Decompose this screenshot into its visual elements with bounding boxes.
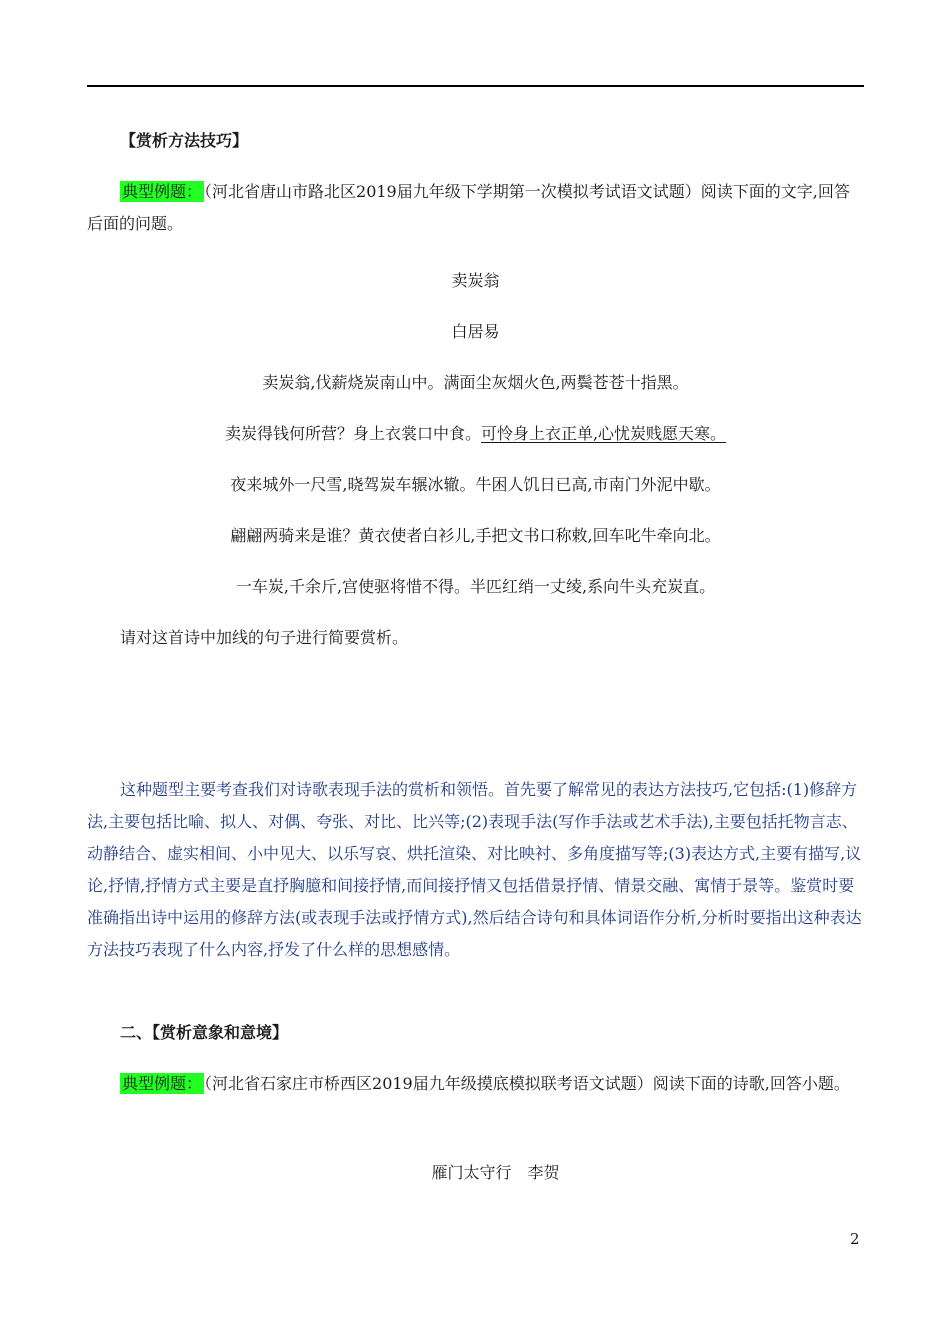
poem1-line2 — [87, 421, 864, 444]
poem1-title: 卖炭翁 — [451, 271, 500, 290]
example2-paragraph — [87, 1068, 864, 1100]
section2-heading: 二、【赏析意象和意境】 — [120, 1023, 289, 1042]
poem1-line2-underlined: 可怜身上衣正单,心忧炭贱愿天寒。 — [480, 424, 727, 443]
example2-text: （河北省石家庄市桥西区2019届九年级摸底模拟联考语文试题）阅读下面的诗歌,回答小题。 — [204, 1074, 850, 1093]
question1: 请对这首诗中加线的句子进行简要赏析。 — [120, 628, 409, 647]
section1-heading: 【赏析方法技巧】 — [120, 131, 249, 150]
poem1-author: 白居易 — [451, 322, 500, 341]
poem1-line2-plain: 卖炭得钱何所营？身上衣裳口中食。 — [224, 424, 481, 443]
poem1-line1: 卖炭翁,伐薪烧炭南山中。满面尘灰烟火色,两鬓苍苍十指黑。 — [262, 373, 689, 392]
analysis-paragraph: 这种题型主要考查我们对诗歌表现手法的赏析和领悟。首先要了解常见的表达方法技巧,它包括:(1)修辞方法,主要包括比喻、拟人、对偶、夸张、对比、比兴等;(2)表现手法(写作手法或艺术手法),主要包括托物言志、动静结合、虚实相间、小中见大、以乐写哀、烘托渲染、对比映衬、多角度描写等;(3)表达方式,主要有描写,议论,抒情,抒情方式主要是直抒胸臆和间接抒情,而间接抒情又包括借景抒情、情景交融、寓情于景等。鉴赏时要准确指出诗中运用的修辞方法(或表现手法或抒情方式),然后结合诗句和具体词语作分析,分析时要指出这种表达方法技巧表现了什么内容,抒发了什么样的思想感情。 — [87, 780, 862, 959]
poem1-line3: 夜来城外一尺雪,晓驾炭车辗冰辙。牛困人饥日已高,市南门外泥中歇。 — [230, 475, 721, 494]
example1-paragraph — [87, 176, 864, 240]
poem2-title: 雁门太守行 李贺 — [431, 1163, 560, 1182]
poem1-line5: 一车炭,千余斤,宫使驱将惜不得。半匹红绡一丈绫,系向牛头充炭直。 — [235, 577, 716, 596]
page-number: 2 — [850, 1230, 860, 1248]
example1-label: 典型例题： — [122, 182, 203, 201]
poem1-line4: 翩翩两骑来是谁？黄衣使者白衫儿,手把文书口称敕,回车叱牛牵向北。 — [230, 526, 721, 545]
example2-label: 典型例题： — [122, 1074, 203, 1093]
header-rule — [87, 85, 864, 87]
example1-text: （河北省唐山市路北区2019届九年级下学期第一次模拟考试语文试题）阅读下面的文字,回答后面的问题。 — [87, 182, 850, 233]
